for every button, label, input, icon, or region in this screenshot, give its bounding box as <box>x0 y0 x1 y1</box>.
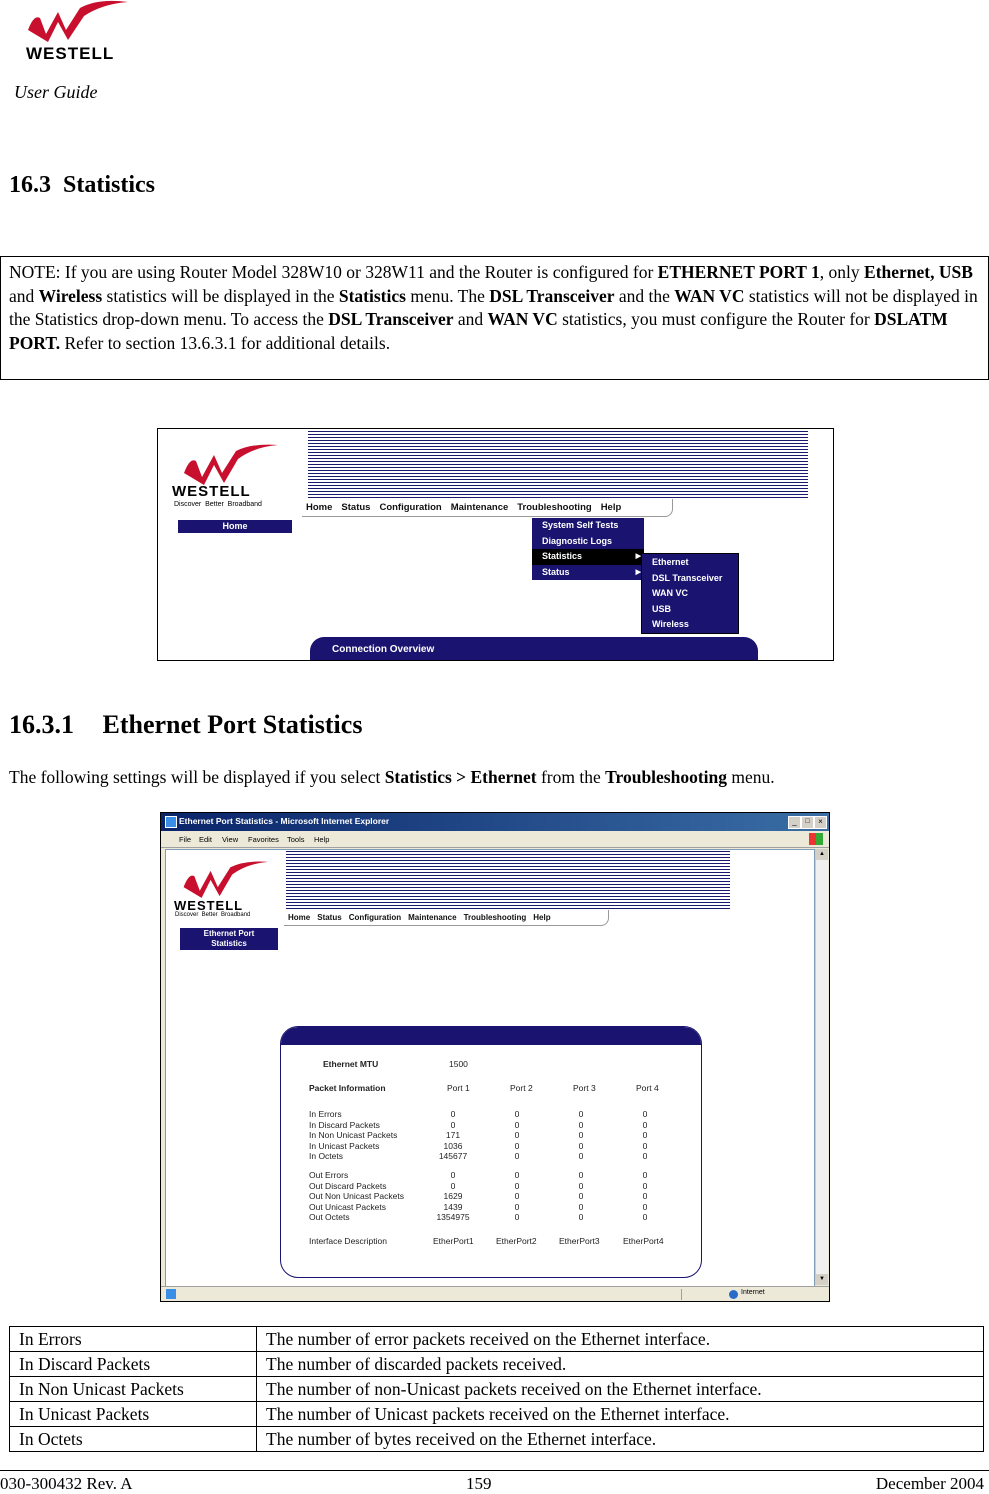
port-header-3: Port 3 <box>573 1083 596 1093</box>
stat-cell: 0 <box>642 1130 648 1140</box>
stat-cell: 0 <box>578 1109 584 1119</box>
note-bold: ETHERNET PORT 1 <box>657 262 820 282</box>
stats-panel <box>280 1026 702 1278</box>
menu-statistics[interactable] <box>532 549 644 565</box>
ie-app-icon <box>165 816 177 828</box>
stat-cell: 0 <box>642 1191 648 1201</box>
iface-port-4: EtherPort4 <box>623 1236 664 1246</box>
note-text: statistics will be displayed in the <box>102 285 339 306</box>
stat-row-label: In Non Unicast Packets <box>309 1130 398 1140</box>
shot1-tagline: Discover Better Broadband <box>174 501 262 508</box>
definition-row <box>10 1427 984 1452</box>
zone-icon <box>729 1290 738 1299</box>
section-heading-16-3 <box>9 172 155 199</box>
stat-cell: 0 <box>642 1201 648 1212</box>
stat-cell: 0 <box>578 1191 584 1201</box>
menu-file[interactable]: File <box>179 835 192 844</box>
stat-cell: 0 <box>578 1170 584 1180</box>
port-header-2: Port 2 <box>510 1083 533 1093</box>
note-text: and <box>453 309 488 329</box>
menu-statistics-label: Statistics <box>542 551 583 561</box>
windows-flag-icon <box>809 833 823 845</box>
intro-paragraph <box>9 767 775 788</box>
menu-diagnostic-logs[interactable]: Diagnostic Logs <box>542 535 613 546</box>
nav-help[interactable]: Help <box>533 913 551 922</box>
nav-configuration[interactable]: Configuration <box>379 502 442 513</box>
submenu-wan-vc[interactable]: WAN VC <box>652 588 688 598</box>
header-stripes <box>308 431 808 499</box>
page-button-line: Statistics <box>211 939 247 948</box>
menu-favorites[interactable]: Favorites <box>248 835 279 844</box>
packet-info-label: Packet Information <box>309 1083 386 1093</box>
iface-port-3: EtherPort3 <box>559 1236 600 1246</box>
stat-cell: 0 <box>514 1140 520 1151</box>
zone-label: Internet <box>741 1289 765 1296</box>
stat-cell: 0 <box>578 1140 584 1151</box>
note-text: Refer to section 13.6.3.1 for additional details. <box>60 332 391 353</box>
nav-maintenance[interactable]: Maintenance <box>450 502 509 513</box>
stat-cell: 1629 <box>443 1191 463 1201</box>
footer-date: December 2004 <box>875 1474 984 1493</box>
stat-cell: 145677 <box>438 1151 468 1161</box>
router-menu-screenshot <box>157 428 834 661</box>
stat-cell: 0 <box>642 1170 648 1180</box>
scroll-up-arrow-icon[interactable]: ▲ <box>816 849 828 860</box>
menu-help[interactable]: Help <box>314 835 330 844</box>
intro-text: from the <box>536 767 606 787</box>
shot2-nav-bar <box>284 910 609 926</box>
menu-system-self-tests[interactable]: System Self Tests <box>542 520 619 530</box>
stat-row-label: In Octets <box>309 1151 344 1161</box>
iface-port-1: EtherPort1 <box>433 1236 474 1246</box>
stat-cell: 0 <box>578 1180 584 1191</box>
stat-cell: 0 <box>642 1140 648 1151</box>
stat-cell: 171 <box>445 1130 461 1140</box>
home-button[interactable]: Home <box>178 520 292 533</box>
submenu-arrow-icon: ▶ <box>635 568 641 576</box>
stat-cell: 0 <box>642 1180 648 1191</box>
window-title: Ethernet Port Statistics - Microsoft Internet Explorer <box>179 816 390 826</box>
stat-cell: 0 <box>450 1109 456 1119</box>
stat-row-label: In Discard Packets <box>309 1119 380 1130</box>
connection-overview-label: Connection Overview <box>332 644 435 655</box>
definition-description: The number of error packets received on the Ethernet interface. <box>257 1327 984 1352</box>
stat-row-label: Out Discard Packets <box>309 1180 387 1191</box>
ie-content-area <box>165 849 815 1287</box>
note-text: and <box>9 285 39 306</box>
shot1-brand: WESTELL <box>172 483 251 500</box>
intro-text: menu. <box>727 767 775 787</box>
menu-tools[interactable]: Tools <box>287 835 305 844</box>
westell-swoosh-icon <box>24 0 134 44</box>
submenu-ethernet[interactable]: Ethernet <box>652 557 689 567</box>
menu-edit[interactable]: Edit <box>199 835 212 844</box>
iface-port-2: EtherPort2 <box>496 1236 537 1246</box>
note-text: statistics will not be displayed in the Statistics drop-down menu. To access the <box>9 285 978 329</box>
note-text: , only <box>819 262 865 282</box>
stat-cell: 0 <box>450 1170 456 1180</box>
ie-status-bar <box>161 1286 829 1302</box>
note-text: and the <box>614 285 675 306</box>
stat-cell: 0 <box>642 1151 648 1161</box>
close-button[interactable]: × <box>814 816 827 829</box>
scroll-down-arrow-icon[interactable]: ▼ <box>816 1274 828 1285</box>
stat-cell: 0 <box>514 1212 520 1222</box>
footer-page-number: 159 <box>466 1474 492 1493</box>
nav-status[interactable]: Status <box>317 913 342 922</box>
definition-term: In Octets <box>10 1427 257 1452</box>
header-stripes <box>286 851 730 911</box>
westell-swoosh-icon <box>180 443 280 485</box>
note-bold: WAN VC <box>487 309 558 329</box>
note-bold: DSL Transceiver <box>489 285 615 306</box>
stat-cell: 0 <box>450 1180 456 1191</box>
note-text: menu. The <box>405 285 490 306</box>
stat-cell: 0 <box>642 1109 648 1119</box>
intro-bold: Statistics > Ethernet <box>384 767 537 787</box>
shot2-brand: WESTELL <box>174 898 244 913</box>
maximize-button[interactable]: □ <box>801 816 814 829</box>
stat-row-label: Out Octets <box>309 1212 350 1222</box>
westell-logo <box>24 0 134 66</box>
nav-maintenance[interactable]: Maintenance <box>408 913 457 922</box>
nav-status[interactable]: Status <box>341 502 371 513</box>
note-text: NOTE: If you are using Router Model 328W10 or 328W11 and the Router is configured for <box>9 262 658 282</box>
note-bold: Wireless <box>38 285 103 306</box>
stat-row-label: In Errors <box>309 1109 342 1119</box>
definition-description: The number of discarded packets received. <box>257 1352 984 1377</box>
nav-home[interactable]: Home <box>288 913 311 922</box>
footer-doc-number: 030-300432 Rev. A <box>0 1474 133 1493</box>
vertical-scrollbar-track[interactable] <box>815 849 828 1285</box>
stat-cell: 1354975 <box>436 1212 470 1222</box>
port-header-4: Port 4 <box>636 1083 659 1093</box>
user-guide-label: User Guide <box>14 82 98 102</box>
definition-description: The number of Unicast packets received on the Ethernet interface. <box>257 1402 984 1427</box>
stat-cell: 0 <box>642 1212 648 1222</box>
section-title: Ethernet Port Statistics <box>102 710 363 739</box>
shot1-nav-bar <box>302 499 673 517</box>
statistics-submenu <box>641 553 739 634</box>
ethernet-stats-screenshot <box>160 812 830 1302</box>
note-bold: Statistics <box>338 285 406 306</box>
stat-cell: 0 <box>514 1201 520 1212</box>
stat-row-label: Out Unicast Packets <box>309 1201 387 1212</box>
mtu-value: 1500 <box>449 1059 468 1069</box>
stat-row-label: Out Errors <box>309 1170 349 1180</box>
stat-row-label: Out Non Unicast Packets <box>309 1191 404 1201</box>
note-box <box>0 256 989 380</box>
definitions-body <box>10 1327 984 1452</box>
mtu-label: Ethernet MTU <box>323 1059 379 1069</box>
stat-cell: 0 <box>514 1180 520 1191</box>
submenu-usb[interactable]: USB <box>652 603 672 614</box>
ethernet-port-statistics-button[interactable] <box>180 928 278 950</box>
stat-cell: 0 <box>578 1119 584 1130</box>
page-status-icon <box>166 1289 176 1299</box>
submenu-wireless[interactable]: Wireless <box>652 619 689 629</box>
note-bold: DSLATM PORT. <box>9 309 948 353</box>
stat-cell: 0 <box>578 1130 584 1140</box>
footer-rule <box>0 1470 989 1471</box>
definition-description: The number of non-Unicast packets received on the Ethernet interface. <box>257 1377 984 1402</box>
section-number: 16.3 <box>9 172 51 198</box>
stats-panel-header <box>281 1027 701 1045</box>
section-heading-16-3-1 <box>9 710 362 740</box>
submenu-dsl-transceiver[interactable]: DSL Transceiver <box>652 572 723 583</box>
intro-text: The following settings will be displayed if you select <box>9 767 385 787</box>
stat-cell: 0 <box>514 1109 520 1119</box>
stat-cell: 0 <box>642 1119 648 1130</box>
note-bold: WAN VC <box>674 285 745 306</box>
nav-help[interactable]: Help <box>600 502 622 513</box>
definition-row <box>10 1327 984 1352</box>
nav-troubleshooting[interactable]: Troubleshooting <box>517 502 592 513</box>
nav-troubleshooting[interactable]: Troubleshooting <box>463 913 527 922</box>
menu-status-label: Status <box>542 566 570 577</box>
stat-cell: 1036 <box>443 1140 463 1151</box>
definitions-table <box>9 1326 984 1452</box>
stat-cell: 0 <box>578 1212 584 1222</box>
stat-cell: 0 <box>514 1170 520 1180</box>
section-number: 16.3.1 <box>9 710 74 739</box>
stat-cell: 0 <box>450 1119 456 1130</box>
stat-cell: 0 <box>514 1151 520 1161</box>
definition-description: The number of bytes received on the Ethernet interface. <box>257 1427 984 1452</box>
menu-status[interactable] <box>532 565 644 581</box>
note-bold: Ethernet, USB <box>864 262 973 282</box>
stat-cell: 1439 <box>443 1201 463 1212</box>
status-divider <box>681 1289 682 1300</box>
note-text: statistics, you must configure the Router for <box>557 309 875 329</box>
connection-overview-bar <box>310 637 758 661</box>
note-bold: DSL Transceiver <box>328 309 454 329</box>
stat-cell: 0 <box>514 1191 520 1201</box>
definition-term: In Discard Packets <box>10 1352 257 1377</box>
ie-menu-bar <box>161 832 829 848</box>
intro-bold: Troubleshooting <box>605 767 728 787</box>
shot2-tagline: Discover Better Broadband <box>175 912 251 918</box>
definition-row <box>10 1377 984 1402</box>
section-title: Statistics <box>63 172 155 198</box>
ie-title-bar <box>161 813 829 831</box>
page-button-line: Ethernet Port <box>203 929 255 938</box>
definition-term: In Non Unicast Packets <box>10 1377 257 1402</box>
definition-term: In Unicast Packets <box>10 1402 257 1427</box>
stat-cell: 0 <box>514 1119 520 1130</box>
stat-cell: 0 <box>578 1151 584 1161</box>
troubleshooting-dropdown <box>532 518 644 580</box>
westell-wordmark: WESTELL <box>26 44 115 63</box>
stat-cell: 0 <box>578 1201 584 1212</box>
stat-cell: 0 <box>514 1130 520 1140</box>
definition-term: In Errors <box>10 1327 257 1352</box>
port-header-1: Port 1 <box>447 1083 470 1093</box>
submenu-arrow-icon: ▶ <box>635 553 641 560</box>
menu-view[interactable]: View <box>222 835 239 844</box>
definition-row <box>10 1352 984 1377</box>
minimize-button[interactable]: _ <box>788 816 801 829</box>
nav-configuration[interactable]: Configuration <box>348 913 402 922</box>
iface-label: Interface Description <box>309 1236 387 1246</box>
nav-home[interactable]: Home <box>306 502 333 513</box>
stat-row-label: In Unicast Packets <box>309 1140 380 1151</box>
westell-swoosh-icon <box>180 860 270 898</box>
definition-row <box>10 1402 984 1427</box>
